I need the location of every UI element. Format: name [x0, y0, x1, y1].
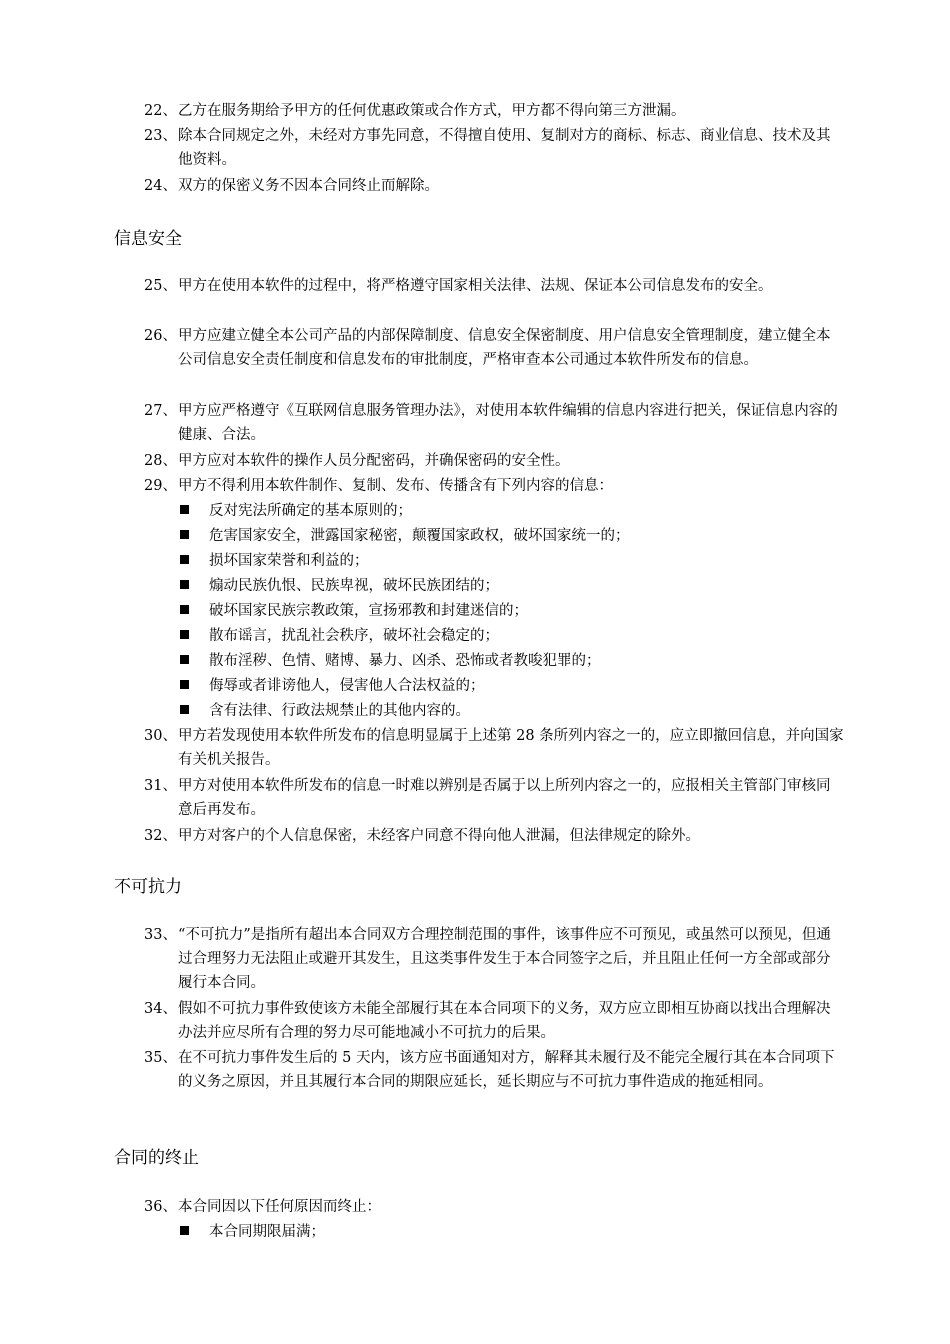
clause-34 — [144, 997, 844, 1045]
square-bullet-icon — [180, 555, 189, 564]
clause-number: 31、 — [144, 778, 177, 794]
clause-text: 甲方应建立健全本公司产品的内部保障制度、信息安全保密制度、用户信息安全管理制度，建立健全本公司信息安全责任制度和信息发布的审批制度，严格审查本公司通过本软件所发布的信息。 — [178, 328, 831, 368]
clause-26 — [144, 324, 844, 372]
clause-text: 甲方若发现使用本软件所发布的信息明显属于上述第 28 条所列内容之一的，应立即撤回信息，并向国家有关机关报告。 — [178, 728, 844, 768]
clause-number: 26、 — [144, 328, 177, 344]
clause-text: 除本合同规定之外，未经对方事先同意，不得擅自使用、复制对方的商标、标志、商业信息、技术及其他资料。 — [178, 128, 831, 168]
clause-number: 34、 — [144, 1001, 177, 1017]
clause-30 — [144, 724, 844, 772]
clause-number: 23、 — [144, 128, 177, 144]
clause-number: 33、 — [144, 927, 177, 943]
square-bullet-icon — [180, 655, 189, 664]
list-item: 散布淫秽、色情、赌博、暴力、凶杀、恐怖或者教唆犯罪的； — [180, 649, 601, 673]
clause-number: 22、 — [144, 103, 177, 119]
clause-29 — [144, 474, 844, 498]
list-item: 本合同期限届满； — [180, 1220, 325, 1244]
square-bullet-icon — [180, 505, 189, 514]
clause-22 — [144, 99, 844, 123]
clause-23 — [144, 124, 844, 172]
clause-32 — [144, 824, 844, 848]
clause-text: 本合同因以下任何原因而终止： — [178, 1199, 381, 1215]
list-item: 破坏国家民族宗教政策，宣扬邪教和封建迷信的； — [180, 599, 528, 623]
clause-text: 在不可抗力事件发生后的 5 天内，该方应书面通知对方，解释其未履行及不能完全履行其在本合同项下的义务之原因，并且其履行本合同的期限应延长，延长期应与不可抗力事件造成的拖延相同。 — [178, 1050, 835, 1090]
section-heading-info-security: 信息安全 — [114, 229, 182, 249]
clause-number: 25、 — [144, 278, 177, 294]
clause-text: 甲方对客户的个人信息保密，未经客户同意不得向他人泄漏，但法律规定的除外。 — [178, 828, 700, 844]
clause-text: 甲方应对本软件的操作人员分配密码，并确保密码的安全性。 — [178, 453, 570, 469]
clause-text: 甲方对使用本软件所发布的信息一时难以辨别是否属于以上所列内容之一的，应报相关主管部门审核同意后再发布。 — [178, 778, 831, 818]
clause-number: 35、 — [144, 1050, 177, 1066]
square-bullet-icon — [180, 705, 189, 714]
square-bullet-icon — [180, 530, 189, 539]
list-item: 损坏国家荣誉和利益的； — [180, 549, 369, 573]
clause-text: 甲方应严格遵守《互联网信息服务管理办法》，对使用本软件编辑的信息内容进行把关，保证信息内容的健康、合法。 — [178, 403, 838, 443]
square-bullet-icon — [180, 580, 189, 589]
square-bullet-icon — [180, 1226, 189, 1235]
square-bullet-icon — [180, 680, 189, 689]
list-item: 侮辱或者诽谤他人，侵害他人合法权益的； — [180, 674, 485, 698]
clause-24 — [144, 174, 844, 198]
square-bullet-icon — [180, 630, 189, 639]
clause-31 — [144, 774, 844, 822]
clause-27 — [144, 399, 844, 447]
clause-number: 27、 — [144, 403, 177, 419]
list-item: 反对宪法所确定的基本原则的； — [180, 499, 412, 523]
section-heading-termination: 合同的终止 — [114, 1148, 199, 1168]
clause-text: 乙方在服务期给予甲方的任何优惠政策或合作方式，甲方都不得向第三方泄漏。 — [178, 103, 686, 119]
clause-number: 32、 — [144, 828, 177, 844]
clause-28 — [144, 449, 844, 473]
clause-number: 28、 — [144, 453, 177, 469]
clause-number: 30、 — [144, 728, 177, 744]
clause-text: 双方的保密义务不因本合同终止而解除。 — [178, 178, 439, 194]
clause-25 — [144, 274, 844, 298]
clause-number: 36、 — [144, 1199, 177, 1215]
clause-number: 29、 — [144, 478, 177, 494]
list-item: 危害国家安全，泄露国家秘密，颠覆国家政权，破坏国家统一的； — [180, 524, 630, 548]
clause-text: 甲方不得利用本软件制作、复制、发布、传播含有下列内容的信息： — [178, 478, 613, 494]
clause-text: 假如不可抗力事件致使该方未能全部履行其在本合同项下的义务，双方应立即相互协商以找出合理解决办法并应尽所有合理的努力尽可能地减小不可抗力的后果。 — [178, 1001, 831, 1041]
list-item: 含有法律、行政法规禁止的其他内容的。 — [180, 699, 470, 723]
clause-text: 甲方在使用本软件的过程中，将严格遵守国家相关法律、法规、保证本公司信息发布的安全。 — [178, 278, 773, 294]
square-bullet-icon — [180, 605, 189, 614]
clause-text: “不可抗力”是指所有超出本合同双方合理控制范围的事件，该事件应不可预见，或虽然可以预见，但通过合理努力无法阻止或避开其发生，且这类事件发生于本合同签字之后，并且阻止任何一方全部或部分履行本合同。 — [178, 927, 831, 991]
clause-33 — [144, 923, 844, 995]
clause-35 — [144, 1046, 844, 1094]
list-item: 煽动民族仇恨、民族卑视，破坏民族团结的； — [180, 574, 499, 598]
section-heading-force-majeure: 不可抗力 — [114, 877, 182, 897]
clause-number: 24、 — [144, 178, 177, 194]
clause-36 — [144, 1195, 844, 1219]
list-item: 散布谣言，扰乱社会秩序，破坏社会稳定的； — [180, 624, 499, 648]
